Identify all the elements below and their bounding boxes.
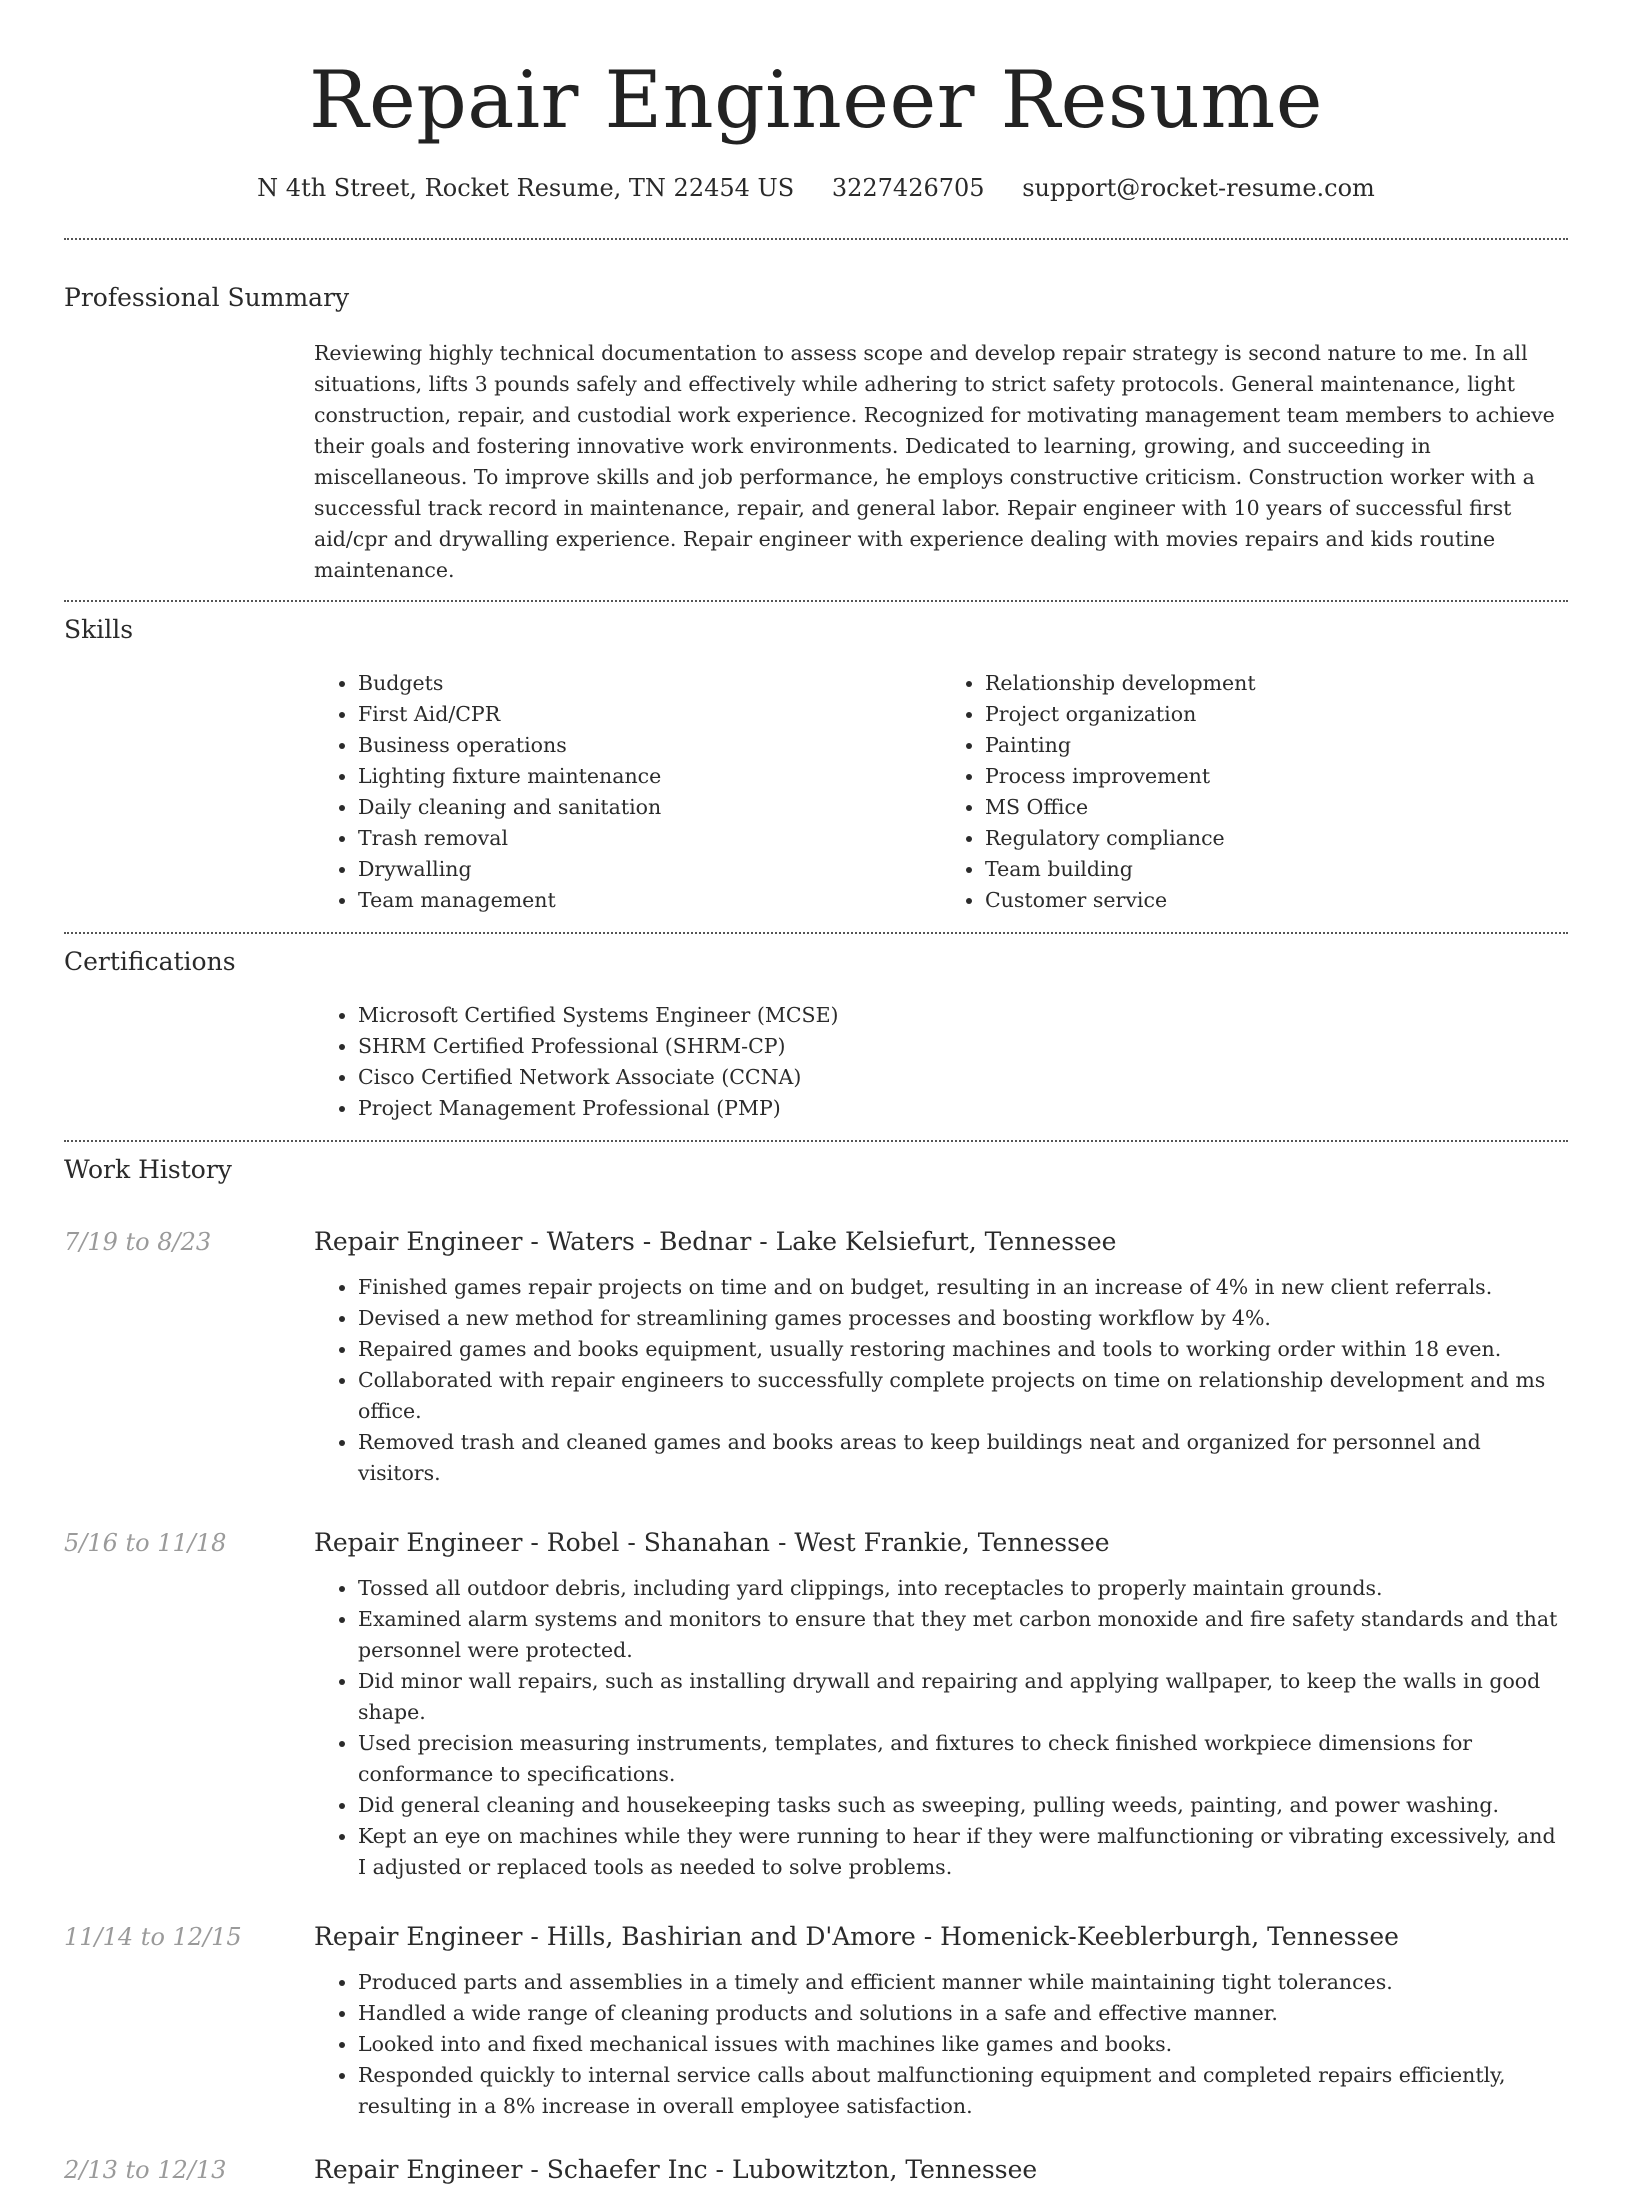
job-entry <box>64 1226 1568 1489</box>
certification-item: • Microsoft Certified Systems Engineer (MCSE) <box>358 1000 1568 1031</box>
section-divider <box>64 932 1568 934</box>
job-bullet: • Produced parts and assemblies in a timely and efficient manner while maintaining tight tolerances. <box>358 1967 1568 1998</box>
job-bullet: • Repaired games and books equipment, usually restoring machines and tools to working order within 18 even. <box>358 1334 1568 1365</box>
contact-line <box>64 172 1568 204</box>
job-bullet: • Finished games repair projects on time and on budget, resulting in an increase of 4% in new client referrals. <box>358 1272 1568 1303</box>
contact-address: N 4th Street, Rocket Resume, TN 22454 US <box>257 174 795 202</box>
work-history-heading: Work History <box>64 1155 232 1184</box>
resume-title: Repair Engineer Resume <box>308 54 1323 146</box>
skill-item: • MS Office <box>985 792 1568 823</box>
skill-item: • Team building <box>985 854 1568 885</box>
skill-item: • Daily cleaning and sanitation <box>358 792 941 823</box>
section-divider <box>64 1140 1568 1142</box>
job-bullet: • Did minor wall repairs, such as installing drywall and repairing and applying wallpaper, to keep the walls in good shape. <box>358 1666 1568 1728</box>
job-title: Repair Engineer - Hills, Bashirian and D'Amore - Homenick-Keeblerburgh, Tennessee <box>314 1922 1399 1951</box>
certifications-list <box>314 1000 1568 1124</box>
certification-item: • Cisco Certified Network Associate (CCNA) <box>358 1062 1568 1093</box>
job-bullet: • Handled a wide range of cleaning products and solutions in a safe and effective manner. <box>358 1998 1568 2029</box>
job-title: Repair Engineer - Schaefer Inc - Lubowitzton, Tennessee <box>314 2155 1038 2184</box>
summary-heading: Professional Summary <box>64 283 350 312</box>
skill-item: • Trash removal <box>358 823 941 854</box>
job-bullet: • Examined alarm systems and monitors to ensure that they met carbon monoxide and fire safety standards and that personnel were protected. <box>358 1604 1568 1666</box>
certification-item: • Project Management Professional (PMP) <box>358 1093 1568 1124</box>
skill-item: • Project organization <box>985 699 1568 730</box>
job-bullets <box>314 1573 1568 1883</box>
skill-item: • Regulatory compliance <box>985 823 1568 854</box>
job-dates: 7/19 to 8/23 <box>64 1228 212 1256</box>
skill-item: • Customer service <box>985 885 1568 916</box>
job-bullets <box>314 1272 1568 1489</box>
skill-item: • Drywalling <box>358 854 941 885</box>
skills-heading: Skills <box>64 615 134 644</box>
job-bullet: • Kept an eye on machines while they were running to hear if they were malfunctioning or vibrating excessively, and I adjusted or replaced tools as needed to solve problems. <box>358 1821 1568 1883</box>
skill-item: • Painting <box>985 730 1568 761</box>
job-bullet: • Used precision measuring instruments, templates, and fixtures to check finished workpiece dimensions for conformance to specifications. <box>358 1728 1568 1790</box>
skill-item: • Lighting fixture maintenance <box>358 761 941 792</box>
job-entry <box>64 2154 1568 2186</box>
job-bullet: • Devised a new method for streamlining games processes and boosting workflow by 4%. <box>358 1303 1568 1334</box>
skills-column-left <box>314 668 941 916</box>
skills-list <box>314 668 1568 916</box>
job-entry <box>64 1921 1568 2122</box>
skill-item: • First Aid/CPR <box>358 699 941 730</box>
job-bullets <box>314 1967 1568 2122</box>
job-bullet: • Responded quickly to internal service calls about malfunctioning equipment and completed repairs efficiently, resulting in a 8% increase in overall employee satisfaction. <box>358 2060 1568 2122</box>
certification-item: • SHRM Certified Professional (SHRM-CP) <box>358 1031 1568 1062</box>
contact-phone: 3227426705 <box>831 174 985 202</box>
skill-item: • Relationship development <box>985 668 1568 699</box>
job-entry <box>64 1527 1568 1883</box>
skills-column-right <box>941 668 1568 916</box>
skill-item: • Team management <box>358 885 941 916</box>
job-bullet: • Removed trash and cleaned games and books areas to keep buildings neat and organized for personnel and visitors. <box>358 1427 1568 1489</box>
job-dates: 2/13 to 12/13 <box>64 2156 227 2184</box>
job-title: Repair Engineer - Waters - Bednar - Lake Kelsiefurt, Tennessee <box>314 1227 1117 1256</box>
job-dates: 11/14 to 12/15 <box>64 1923 242 1951</box>
job-title: Repair Engineer - Robel - Shanahan - West Frankie, Tennessee <box>314 1528 1110 1557</box>
section-divider <box>64 238 1568 240</box>
job-bullet: • Did general cleaning and housekeeping tasks such as sweeping, pulling weeds, painting, and power washing. <box>358 1790 1568 1821</box>
skill-item: • Process improvement <box>985 761 1568 792</box>
contact-email: support@rocket-resume.com <box>1022 174 1375 202</box>
certifications-heading: Certifications <box>64 947 236 976</box>
job-dates: 5/16 to 11/18 <box>64 1529 227 1557</box>
job-bullet: • Looked into and fixed mechanical issues with machines like games and books. <box>358 2029 1568 2060</box>
job-bullet: • Collaborated with repair engineers to successfully complete projects on time on relationship development and ms office. <box>358 1365 1568 1427</box>
section-divider <box>64 600 1568 602</box>
skill-item: • Budgets <box>358 668 941 699</box>
summary-text: Reviewing highly technical documentation to assess scope and develop repair strategy is second nature to me. In all situations, lifts 3 pounds safely and effectively while adhering to strict safety protocols. General maintenance, light construction, repair, and custodial work experience. Recognized for motivating management team members to achieve their goals and fostering innovative work environments. Dedicated to learning, growing, and succeeding in miscellaneous. To improve skills and job performance, he employs constructive criticism. Construction worker with a successful track record in maintenance, repair, and general labor. Repair engineer with 10 years of successful first aid/cpr and drywalling experience. Repair engineer with experience dealing with movies repairs and kids routine maintenance. <box>314 341 1555 582</box>
skill-item: • Business operations <box>358 730 941 761</box>
job-bullet: • Tossed all outdoor debris, including yard clippings, into receptacles to properly maintain grounds. <box>358 1573 1568 1604</box>
